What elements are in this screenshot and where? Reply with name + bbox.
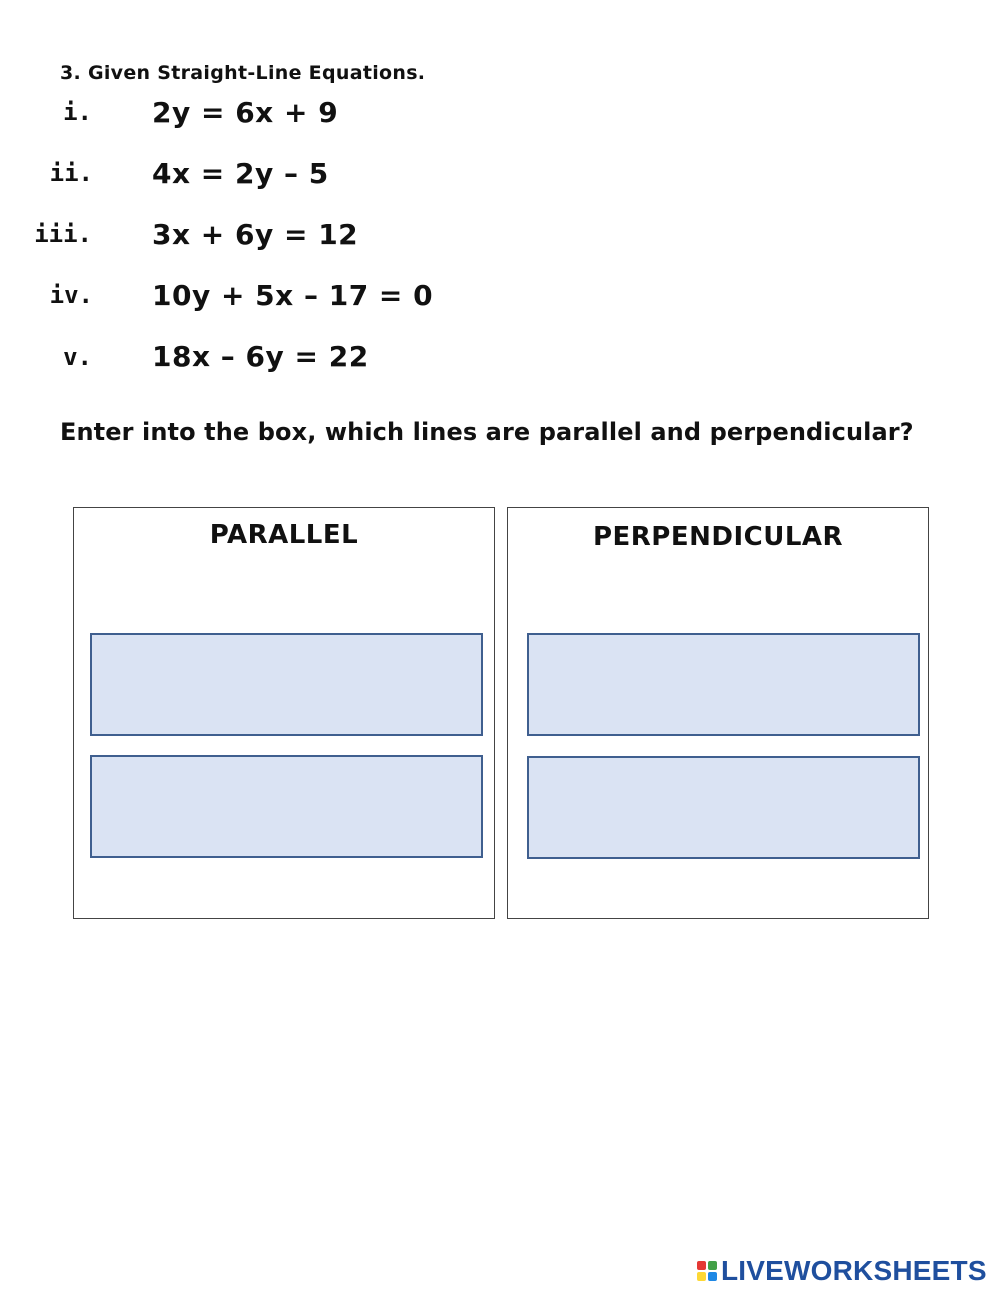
- perpendicular-answer-input-1[interactable]: [529, 635, 918, 734]
- equation-number: ii.: [49, 159, 93, 187]
- equation-row: [0, 96, 600, 136]
- equation-text: 2y = 6x + 9: [152, 96, 339, 129]
- equation-row: [0, 218, 600, 258]
- logo-text: LIVEWORKSHEETS: [721, 1255, 987, 1286]
- question-title: 3. Given Straight-Line Equations.: [60, 62, 426, 84]
- instruction-text: Enter into the box, which lines are parallel and perpendicular?: [60, 418, 914, 446]
- equation-row: [0, 157, 600, 197]
- parallel-answer-box-2: [90, 755, 483, 858]
- equation-row: [0, 279, 600, 319]
- equation-number: v.: [63, 343, 92, 371]
- parallel-answer-input-2[interactable]: [92, 757, 481, 856]
- parallel-answer-box-1: [90, 633, 483, 736]
- equation-number: iv.: [49, 281, 93, 309]
- perpendicular-panel: [507, 507, 929, 919]
- perpendicular-answer-box-2: [527, 756, 920, 859]
- equation-text: 4x = 2y – 5: [152, 157, 329, 190]
- perpendicular-answer-input-2[interactable]: [529, 758, 918, 857]
- parallel-answer-input-1[interactable]: [92, 635, 481, 734]
- equation-row: [0, 340, 600, 380]
- equation-number: i.: [63, 98, 92, 126]
- liveworksheets-logo[interactable]: [697, 1256, 987, 1286]
- parallel-panel: [73, 507, 495, 919]
- liveworksheets-logo-icon: [697, 1261, 717, 1281]
- perpendicular-panel-title: PERPENDICULAR: [592, 522, 844, 552]
- equation-text: 3x + 6y = 12: [152, 218, 359, 251]
- equation-text: 10y + 5x – 17 = 0: [152, 279, 434, 312]
- perpendicular-answer-box-1: [527, 633, 920, 736]
- equation-number: iii.: [34, 220, 92, 248]
- equation-text: 18x – 6y = 22: [152, 340, 369, 373]
- parallel-panel-title: PARALLEL: [209, 520, 359, 550]
